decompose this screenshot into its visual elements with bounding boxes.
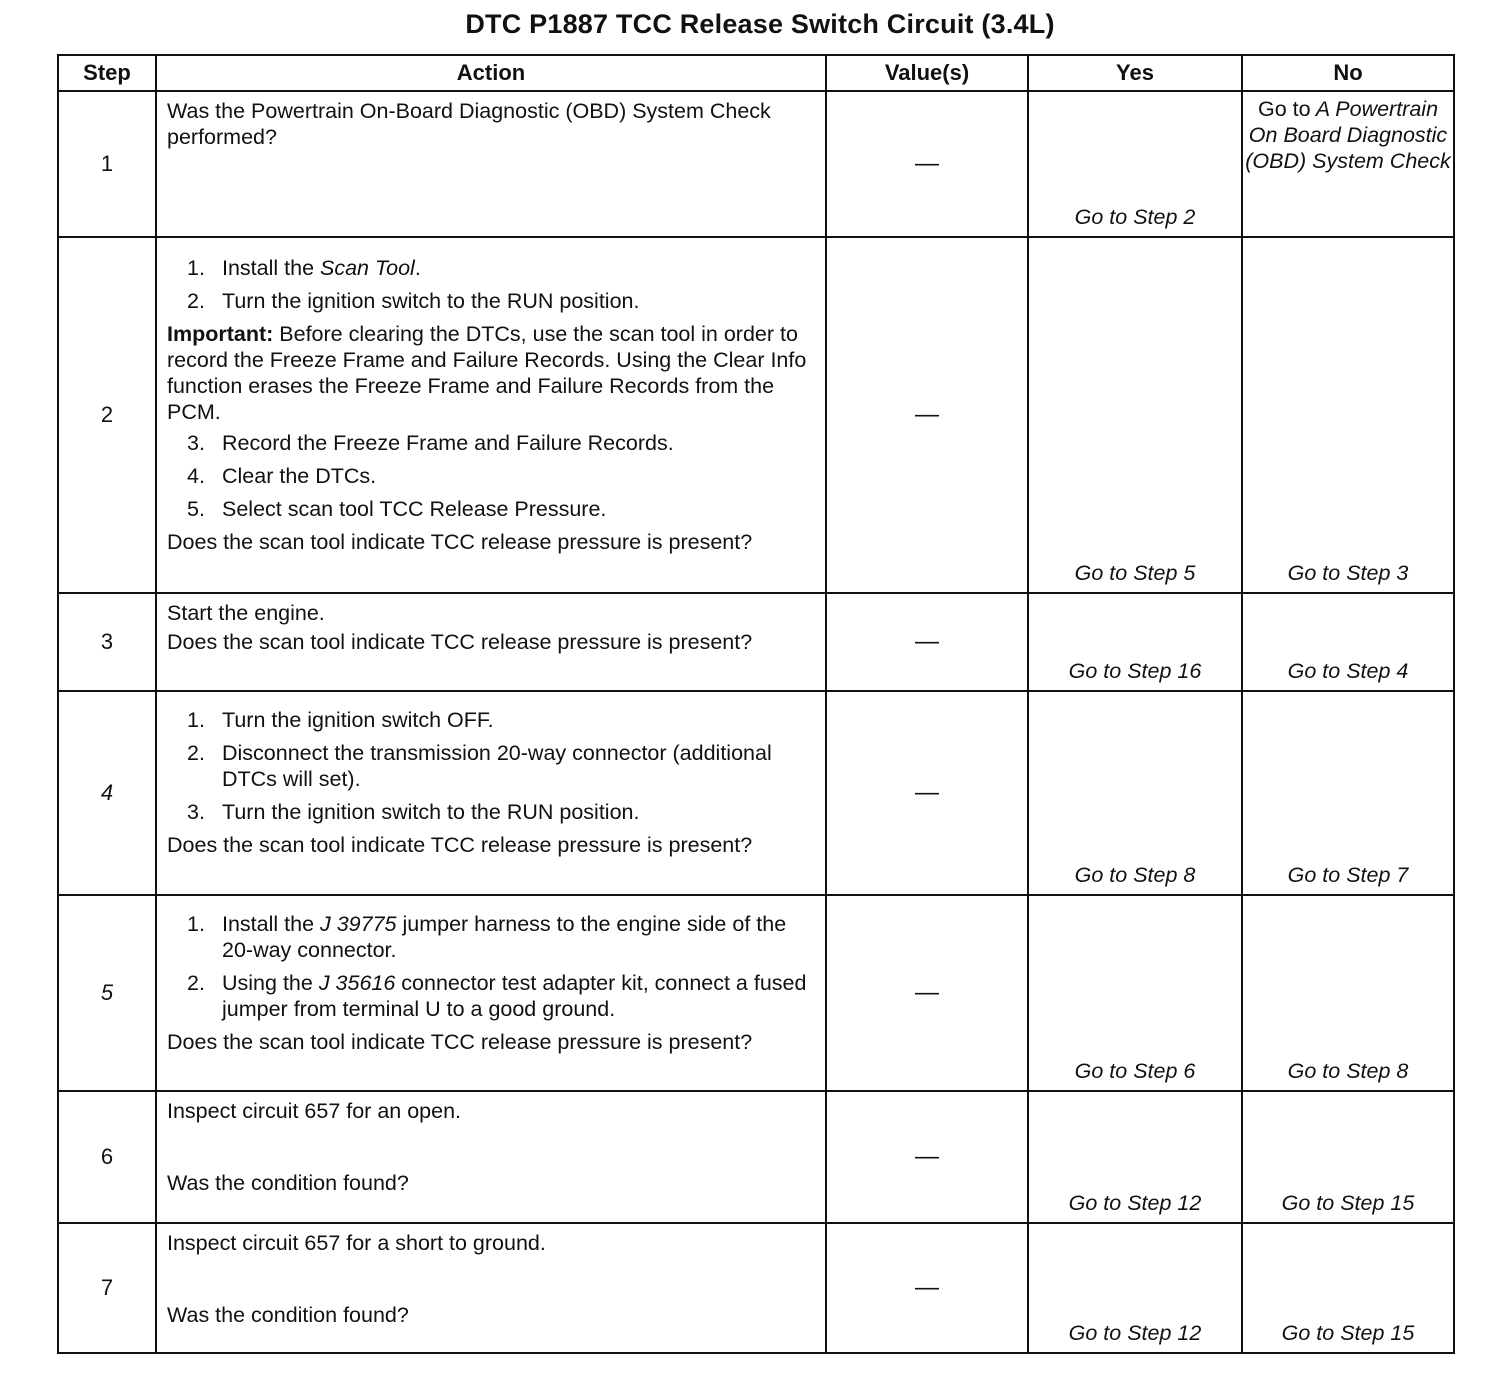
- action-cell: [156, 593, 826, 691]
- yes-cell: Go to Step 16: [1028, 593, 1242, 691]
- action-text: Start the engine.: [167, 601, 325, 625]
- column-header-action: Action: [156, 55, 826, 91]
- list-item: 2. Disconnect the transmission 20-way connector (additional DTCs will set).: [187, 741, 772, 791]
- table-header-row: [58, 55, 1454, 91]
- list-item: 3. Turn the ignition switch to the RUN position.: [187, 800, 640, 824]
- value-cell: —: [826, 895, 1028, 1091]
- list-item: 2. Using the J 35616 connector test adapter kit, connect a fused jumper from terminal U to a good ground.: [187, 971, 807, 1021]
- table-row: [58, 1223, 1454, 1353]
- yes-cell: Go to Step 6: [1028, 895, 1242, 1091]
- action-text: Was the Powertrain On-Board Diagnostic (OBD) System Check performed?: [167, 99, 771, 149]
- yes-cell: Go to Step 5: [1028, 237, 1242, 593]
- question-text: Was the condition found?: [167, 1171, 409, 1195]
- list-item: 1. Install the Scan Tool.: [187, 256, 421, 280]
- question-text: Does the scan tool indicate TCC release pressure is present?: [167, 1030, 753, 1054]
- action-cell: [156, 1223, 826, 1353]
- table-row: [58, 1091, 1454, 1223]
- no-prefix: Go to: [1257, 97, 1311, 121]
- table-row: [58, 895, 1454, 1091]
- yes-cell: Go to Step 8: [1028, 691, 1242, 895]
- step-number: 5: [58, 895, 156, 1091]
- step-number: 4: [58, 691, 156, 895]
- no-cell: Go to Step 4: [1242, 593, 1454, 691]
- column-header-step: Step: [58, 55, 156, 91]
- no-link: A Powertrain On Board Diagnostic (OBD) System Check: [1245, 97, 1451, 173]
- list-item: 5. Select scan tool TCC Release Pressure.: [187, 497, 607, 521]
- step-number: 1: [58, 91, 156, 237]
- yes-cell: Go to Step 12: [1028, 1091, 1242, 1223]
- list-item: 4. Clear the DTCs.: [187, 464, 377, 488]
- question-text: Does the scan tool indicate TCC release pressure is present?: [167, 530, 753, 554]
- value-cell: —: [826, 593, 1028, 691]
- step-number: 2: [58, 237, 156, 593]
- list-item: 1. Turn the ignition switch OFF.: [187, 708, 494, 732]
- page-title: DTC P1887 TCC Release Switch Circuit (3.4L): [465, 9, 1055, 39]
- table-row: [58, 91, 1454, 237]
- table-row: [58, 691, 1454, 895]
- list-item: 3. Record the Freeze Frame and Failure Records.: [187, 431, 674, 455]
- column-header-no: No: [1242, 55, 1454, 91]
- column-header-yes: Yes: [1028, 55, 1242, 91]
- no-cell: Go to Step 3: [1242, 237, 1454, 593]
- step-number: 6: [58, 1091, 156, 1223]
- action-text: Inspect circuit 657 for an open.: [167, 1099, 462, 1123]
- table-row: [58, 593, 1454, 691]
- no-cell: Go to Step 15: [1242, 1223, 1454, 1353]
- step-number: 3: [58, 593, 156, 691]
- action-cell: [156, 91, 826, 237]
- value-cell: —: [826, 1091, 1028, 1223]
- value-cell: —: [826, 237, 1028, 593]
- important-note: Important: Before clearing the DTCs, use the scan tool in order to record the Freeze Frame and Failure Records. Using the Clear Info function erases the Freeze Frame and Failure Records from the PCM.: [167, 322, 807, 424]
- list-item: 1. Install the J 39775 jumper harness to the engine side of the 20-way connector.: [187, 912, 787, 962]
- no-cell: Go to Step 8: [1242, 895, 1454, 1091]
- value-cell: —: [826, 691, 1028, 895]
- step-number: 7: [58, 1223, 156, 1353]
- action-cell: [156, 895, 826, 1091]
- no-cell: Go to Step 7: [1242, 691, 1454, 895]
- no-cell: [1242, 91, 1454, 237]
- no-cell: Go to Step 15: [1242, 1091, 1454, 1223]
- action-cell: [156, 691, 826, 895]
- diagnostic-table: [57, 54, 1455, 1354]
- action-text: Inspect circuit 657 for a short to ground.: [167, 1231, 546, 1255]
- list-item: 2. Turn the ignition switch to the RUN position.: [187, 289, 640, 313]
- action-cell: [156, 237, 826, 593]
- table-row: [58, 237, 1454, 593]
- question-text: Does the scan tool indicate TCC release pressure is present?: [167, 630, 753, 654]
- value-cell: —: [826, 91, 1028, 237]
- value-cell: —: [826, 1223, 1028, 1353]
- column-header-values: Value(s): [826, 55, 1028, 91]
- yes-cell: Go to Step 2: [1028, 91, 1242, 237]
- yes-cell: Go to Step 12: [1028, 1223, 1242, 1353]
- action-cell: [156, 1091, 826, 1223]
- question-text: Was the condition found?: [167, 1303, 409, 1327]
- question-text: Does the scan tool indicate TCC release pressure is present?: [167, 833, 753, 857]
